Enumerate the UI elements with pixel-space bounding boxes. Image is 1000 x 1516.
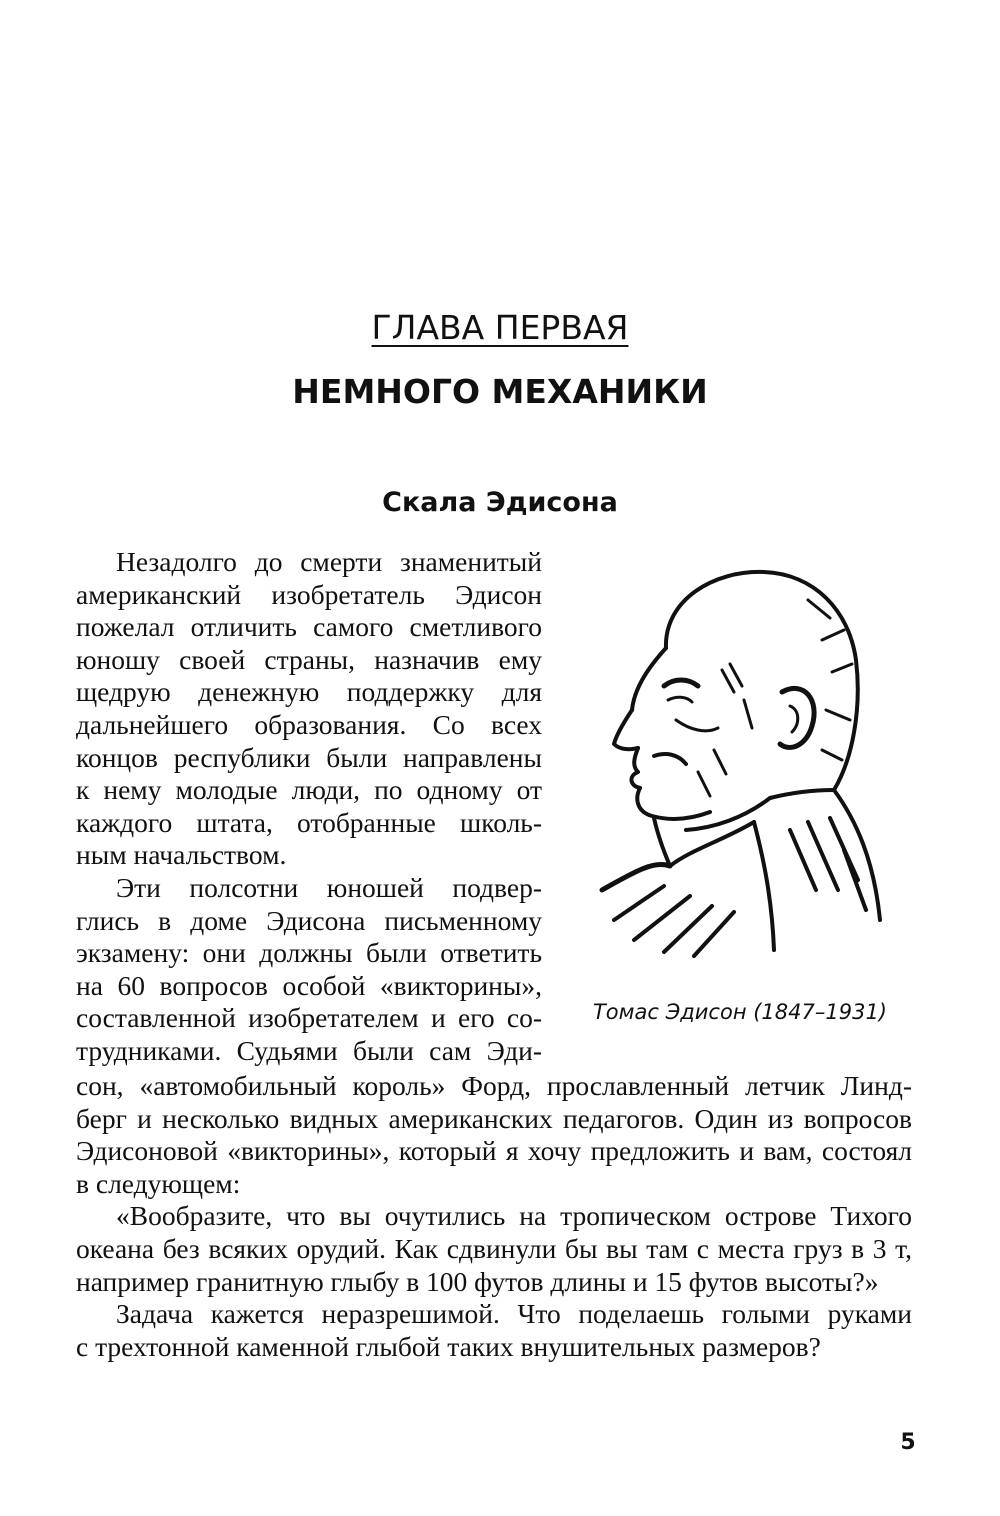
paragraph-line: Эдисоновой «викторины», который я хочу предложить и вам, состоял — [76, 1135, 912, 1167]
paragraph-line: щедрую денежную поддержку для — [76, 676, 542, 708]
body-text-narrow-column — [76, 546, 542, 1068]
edison-portrait-illustration — [594, 560, 884, 960]
page-number: 5 — [900, 1430, 916, 1455]
section-title: Скала Эдисона — [382, 487, 618, 518]
paragraph-line: экзамену: они должны были ответить — [76, 937, 542, 969]
paragraph-line: с трехтонной каменной глыбой таких внушительных размеров? — [76, 1330, 821, 1362]
paragraph-line: пожелал отличить самого сметливого — [76, 611, 542, 643]
paragraph-line: например гранитную глыбу в 100 футов длины и 15 футов высоты?» — [76, 1265, 879, 1297]
paragraph-line: берг и несколько видных американских педагогов. Один из вопросов — [76, 1102, 912, 1134]
paragraph-line: в следующем: — [76, 1167, 241, 1199]
paragraph-line: глись в доме Эдисона письменному — [76, 904, 542, 936]
paragraph-line: американский изобретатель Эдисон — [76, 578, 542, 610]
paragraph-line: Незадолго до смерти знаменитый — [116, 546, 542, 577]
paragraph-line: составленной изобретателем и его со- — [76, 1002, 542, 1034]
chapter-label: ГЛАВА ПЕРВАЯ — [371, 308, 629, 347]
paragraph-line: к нему молодые люди, по одному от — [76, 774, 542, 806]
paragraph-line: трудниками. Судьями были сам Эди- — [76, 1034, 542, 1066]
chapter-title: НЕМНОГО МЕХАНИКИ — [292, 372, 708, 411]
paragraph-line: ным начальством. — [76, 839, 287, 871]
paragraph-line: Задача кажется неразрешимой. Что поделаешь голыми руками — [116, 1298, 912, 1330]
paragraph-line: океана без всяких орудий. Как сдвинули бы вы там с места груз в 3 т, — [76, 1232, 912, 1264]
paragraph-line: Эти полсотни юношей подвер- — [116, 871, 542, 903]
paragraph-line: сон, «автомобильный король» Форд, прославленный летчик Линд- — [76, 1070, 912, 1101]
paragraph-line: каждого штата, отобранные школь- — [76, 806, 542, 838]
paragraph-line: концов республики были направлены — [76, 741, 542, 773]
paragraph-line: дальнейшего образования. Со всех — [76, 708, 542, 740]
paragraph-line: юношу своей страны, назначив ему — [76, 643, 542, 675]
body-text-wide-column — [76, 1070, 912, 1363]
figure-caption: Томас Эдисон (1847–1931) — [592, 1000, 887, 1024]
paragraph-line: на 60 вопросов особой «викторины», — [76, 969, 542, 1001]
paragraph-line: «Вообразите, что вы очутились на тропическом острове Тихого — [116, 1200, 912, 1232]
